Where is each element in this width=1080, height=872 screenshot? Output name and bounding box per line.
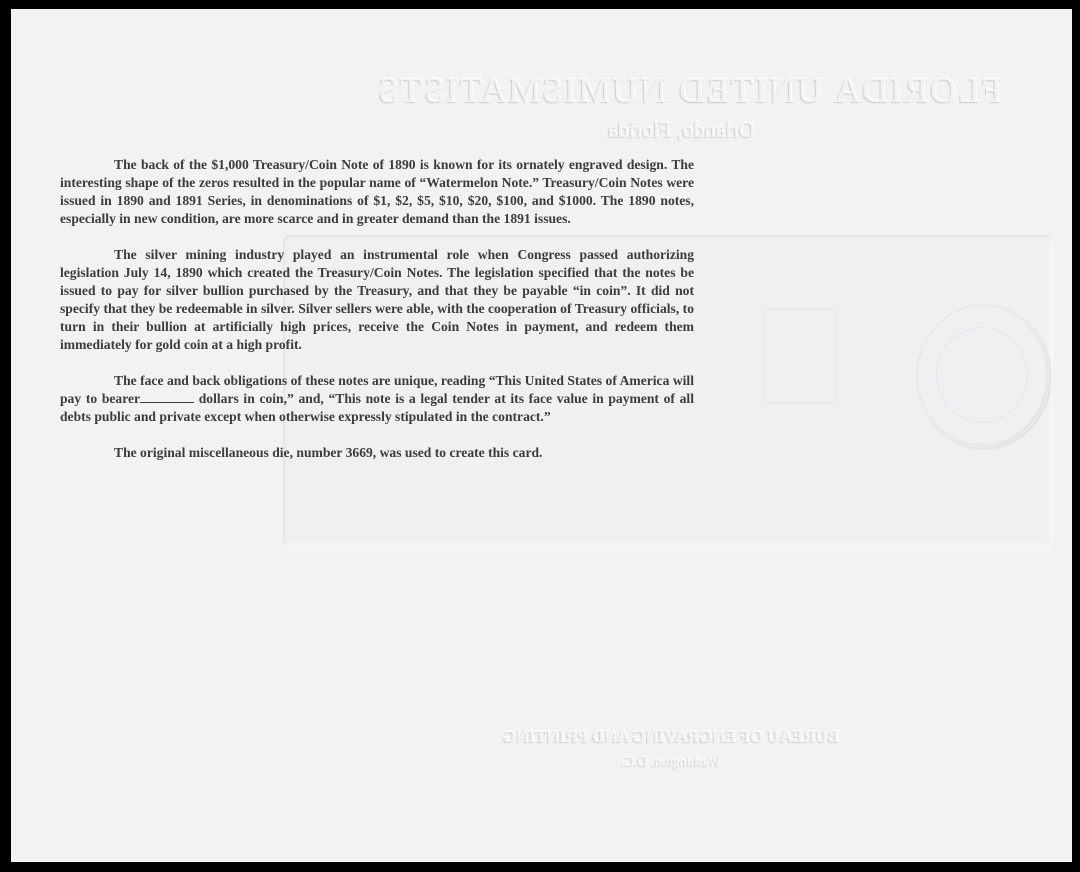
paragraph-obligations xyxy=(60,372,694,426)
embossed-footer-line2: Washington, D.C. xyxy=(621,755,721,770)
embossed-title: FLORIDA UNITED NUMISMATISTS xyxy=(375,70,1003,110)
embossed-subtitle: Orlando, Florida xyxy=(607,117,755,142)
paragraph-history: The back of the $1,000 Treasury/Coin Note of 1890 is known for its ornately engraved design. The interesting shape of the zeros resulted in the popular name of “Watermelon Note.” Treasury/Coin Notes were issued in 1890 and 1891 Series, in denominations of $1, $2, $5, $10, $20, $100, and $1000. The 1890 notes, especially in new condition, are more scarce and in greater demand than the 1891 issues. xyxy=(60,157,694,226)
blank-line xyxy=(140,401,194,403)
embossed-footer-line1: BUREAU OF ENGRAVING AND PRINTING xyxy=(502,727,840,746)
description-text xyxy=(60,156,694,462)
obligations-text-start: The face and back obligations of these notes are unique, reading “This United States of America will pay to bearer xyxy=(60,373,694,406)
embossed-panel xyxy=(763,309,837,403)
obligations-text-end: dollars in coin,” and, “This note is a legal tender at its face value in payment of all debts public and private except when otherwise expressly stipulated in the contract.” xyxy=(60,391,694,424)
paragraph-silver-mining: The silver mining industry played an instrumental role when Congress passed authorizing legislation July 14, 1890 which created the Treasury/Coin Notes. The legislation specified that the notes be issued to pay for silver bullion purchased by the Treasury, and that they be payable “in coin”. It did not specify that they be redeemable in silver. Silver sellers were able, with the cooperation of Treasury officials, to turn in their bullion at artificially high prices, receive the Coin Notes in payment, and redeem them immediately for gold coin at a high profit. xyxy=(60,247,694,352)
embossed-seal-inner-ring xyxy=(936,327,1028,423)
paragraph-die-number: The original miscellaneous die, number 3669, was used to create this card. xyxy=(114,445,543,460)
souvenir-card xyxy=(11,9,1072,862)
